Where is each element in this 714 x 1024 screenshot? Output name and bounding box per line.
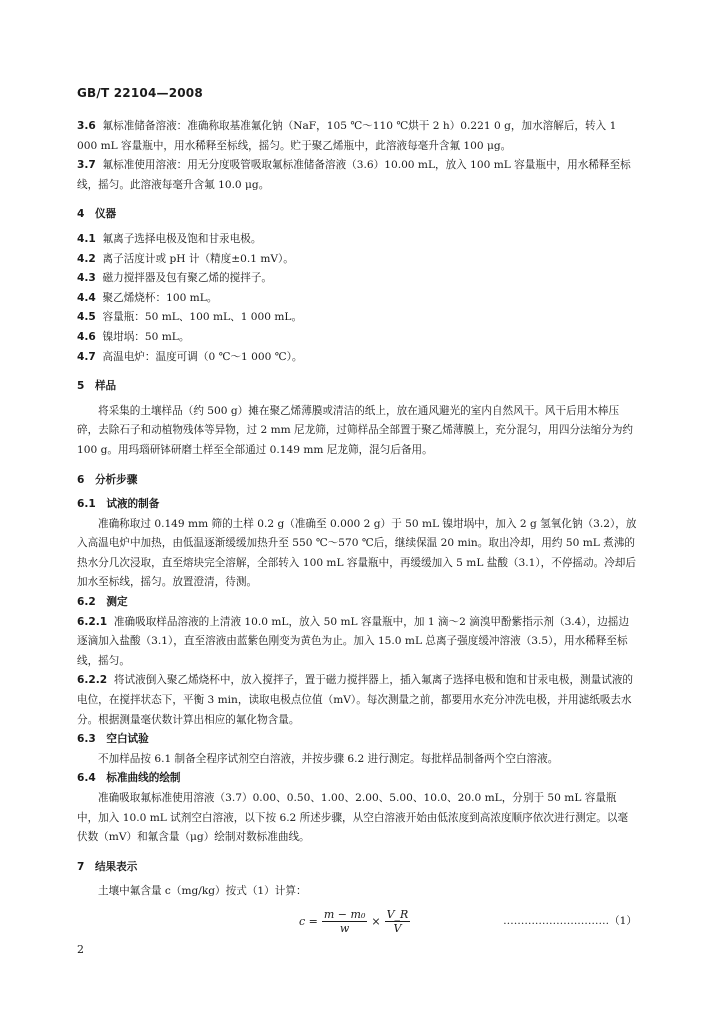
clause-6-3-title: 6.3 空白试验	[77, 733, 149, 746]
section-5-paragraph: 将采集的土壤样品（约 500 g）摊在聚乙烯薄膜或清洁的纸上，放在通风避光的室内自然风干。风干后用木棒压碎，去除石子和动植物残体等异物，过 2 mm 尼龙筛，过筛样品全部置于聚乙烯薄膜上，充分混匀，用四分法缩分为约 100 g。用玛瑙研钵研磨土样至全部通过 0.149 mm 尼龙筛，混匀后备用。	[77, 404, 634, 456]
clause-3-7	[77, 156, 637, 195]
formula-lhs: c =	[299, 914, 318, 928]
clause-6-2-1	[77, 613, 637, 672]
instrument-list	[77, 230, 637, 367]
item-number: 4.2	[77, 252, 96, 265]
clause-6-3-text: 不加样品按 6.1 制备全程序试剂空白溶液，并按步骤 6.2 进行测定。每批样品制备两个空白溶液。	[98, 752, 559, 765]
item-number: 4.3	[77, 272, 96, 285]
fraction-denominator: V	[393, 921, 402, 935]
item-text: 磁力搅拌器及包有聚乙烯的搅拌子。	[102, 272, 273, 285]
clause-3-6	[77, 117, 637, 156]
section-7-paragraph: 土壤中氟含量 c（mg/kg）按式（1）计算：	[98, 885, 307, 898]
list-item	[77, 250, 637, 270]
item-text: 镍坩埚：50 mL。	[102, 330, 190, 343]
item-text: 高温电炉：温度可调（0 ℃～1 000 ℃）。	[102, 350, 303, 363]
clause-number: 6.2.1	[77, 615, 108, 628]
fraction-numerator: V_R	[386, 907, 409, 921]
clause-6-4-title: 6.4 标准曲线的绘制	[77, 772, 181, 785]
clause-6-1-text: 准确称取过 0.149 mm 筛的土样 0.2 g（准确至 0.000 2 g）于 50 mL 镍坩埚中，加入 2 g 氢氧化钠（3.2），放入高温电炉中加热，由低温逐渐缓缓加热升至 550 ℃～570 ℃后，继续保温 20 min。取出冷却，用约 50 mL 煮沸的热水分几次浸取，直至熔块完全溶解，全部转入 100 mL 容量瓶中，再缓缓加入 5 mL 盐酸（3.1），不停摇动。冷却后加水至标线，摇匀。放置澄清，待测。	[77, 517, 637, 589]
clause-number: 3.6	[77, 120, 96, 132]
clause-text: 氟标准储备溶液：准确称取基准氟化钠（NaF，105 ℃～110 ℃烘干 2 h）0.221 0 g，加水溶解后，转入 1 000 mL 容量瓶中，用水稀释至标线，摇匀。贮于聚乙烯瓶中，此溶液每毫升含氟 100 μg。	[77, 120, 617, 152]
item-number: 4.5	[77, 311, 96, 324]
clause-number: 6.2.2	[77, 674, 108, 687]
fraction-numerator: m − m₀	[323, 907, 366, 921]
equation-number: …………………………（1）	[503, 914, 637, 927]
section-6-heading: 6 分析步骤	[77, 473, 138, 486]
list-item	[77, 328, 637, 348]
clause-6-2-2	[77, 671, 637, 730]
clause-6-2-title: 6.2 测定	[77, 596, 128, 609]
item-text: 氟离子选择电极及饱和甘汞电极。	[102, 232, 262, 245]
item-text: 离子活度计或 pH 计（精度±0.1 mV）。	[102, 252, 294, 265]
page-number: 2	[77, 943, 84, 956]
times-sign: ×	[371, 914, 381, 928]
clause-6-1-title: 6.1 试液的制备	[77, 498, 160, 511]
formula-expression	[299, 908, 414, 935]
section-7-heading: 7 结果表示	[77, 860, 138, 873]
clause-text: 准确吸取样品溶液的上清液 10.0 mL，放入 50 mL 容量瓶中，加 1 滴～2 滴溴甲酚紫指示剂（3.4），边摇边逐滴加入盐酸（3.1），直至溶液由蓝紫色刚变为黄色为止。加入 15.0 mL 总离子强度缓冲溶液（3.5），用水稀释至标线，摇匀。	[77, 615, 630, 667]
list-item	[77, 269, 637, 289]
item-number: 4.1	[77, 232, 96, 245]
clause-number: 3.7	[77, 159, 96, 172]
item-number: 4.7	[77, 350, 96, 363]
section-5-heading: 5 样品	[77, 380, 117, 393]
list-item	[77, 308, 637, 328]
fraction-denominator: w	[339, 921, 350, 935]
section-4-heading: 4 仪器	[77, 208, 117, 221]
clause-text: 将试液倒入聚乙烯烧杯中，放入搅拌子，置于磁力搅拌器上，插入氟离子选择电极和饱和甘汞电极，测量试液的电位，在搅拌状态下，平衡 3 min，读取电极点位值（mV）。每次测量之前，都要用水充分冲洗电极，并用滤纸吸去水分。根据测量毫伏数计算出相应的氟化物含量。	[77, 674, 634, 726]
clause-6-4-text: 准确吸取氟标准使用溶液（3.7）0.00、0.50、1.00、2.00、5.00、10.0、20.0 mL，分别于 50 mL 容量瓶中，加入 10.0 mL 试剂空白溶液，以下按 6.2 所述步骤，从空白溶液开始由低浓度到高浓度顺序依次进行测定。以毫伏数（mV）和氟含量（μg）绘制对数标准曲线。	[77, 792, 629, 844]
item-text: 容量瓶：50 mL、100 mL、1 000 mL。	[102, 311, 303, 324]
clause-text: 氟标准使用溶液：用无分度吸管吸取氟标准储备溶液（3.6）10.00 mL，放入 100 mL 容量瓶中，用水稀释至标线，摇匀。此溶液每毫升含氟 10.0 μg。	[77, 159, 631, 191]
fraction-mass	[322, 908, 367, 935]
fraction-volume	[385, 908, 411, 935]
item-number: 4.4	[77, 291, 96, 304]
item-text: 聚乙烯烧杯：100 mL。	[102, 291, 218, 304]
standard-header: GB/T 22104—2008	[77, 86, 203, 100]
list-item	[77, 289, 637, 309]
item-number: 4.6	[77, 330, 96, 343]
document-body	[77, 117, 637, 940]
list-item	[77, 230, 637, 250]
formula-1	[77, 906, 637, 940]
list-item	[77, 348, 637, 368]
